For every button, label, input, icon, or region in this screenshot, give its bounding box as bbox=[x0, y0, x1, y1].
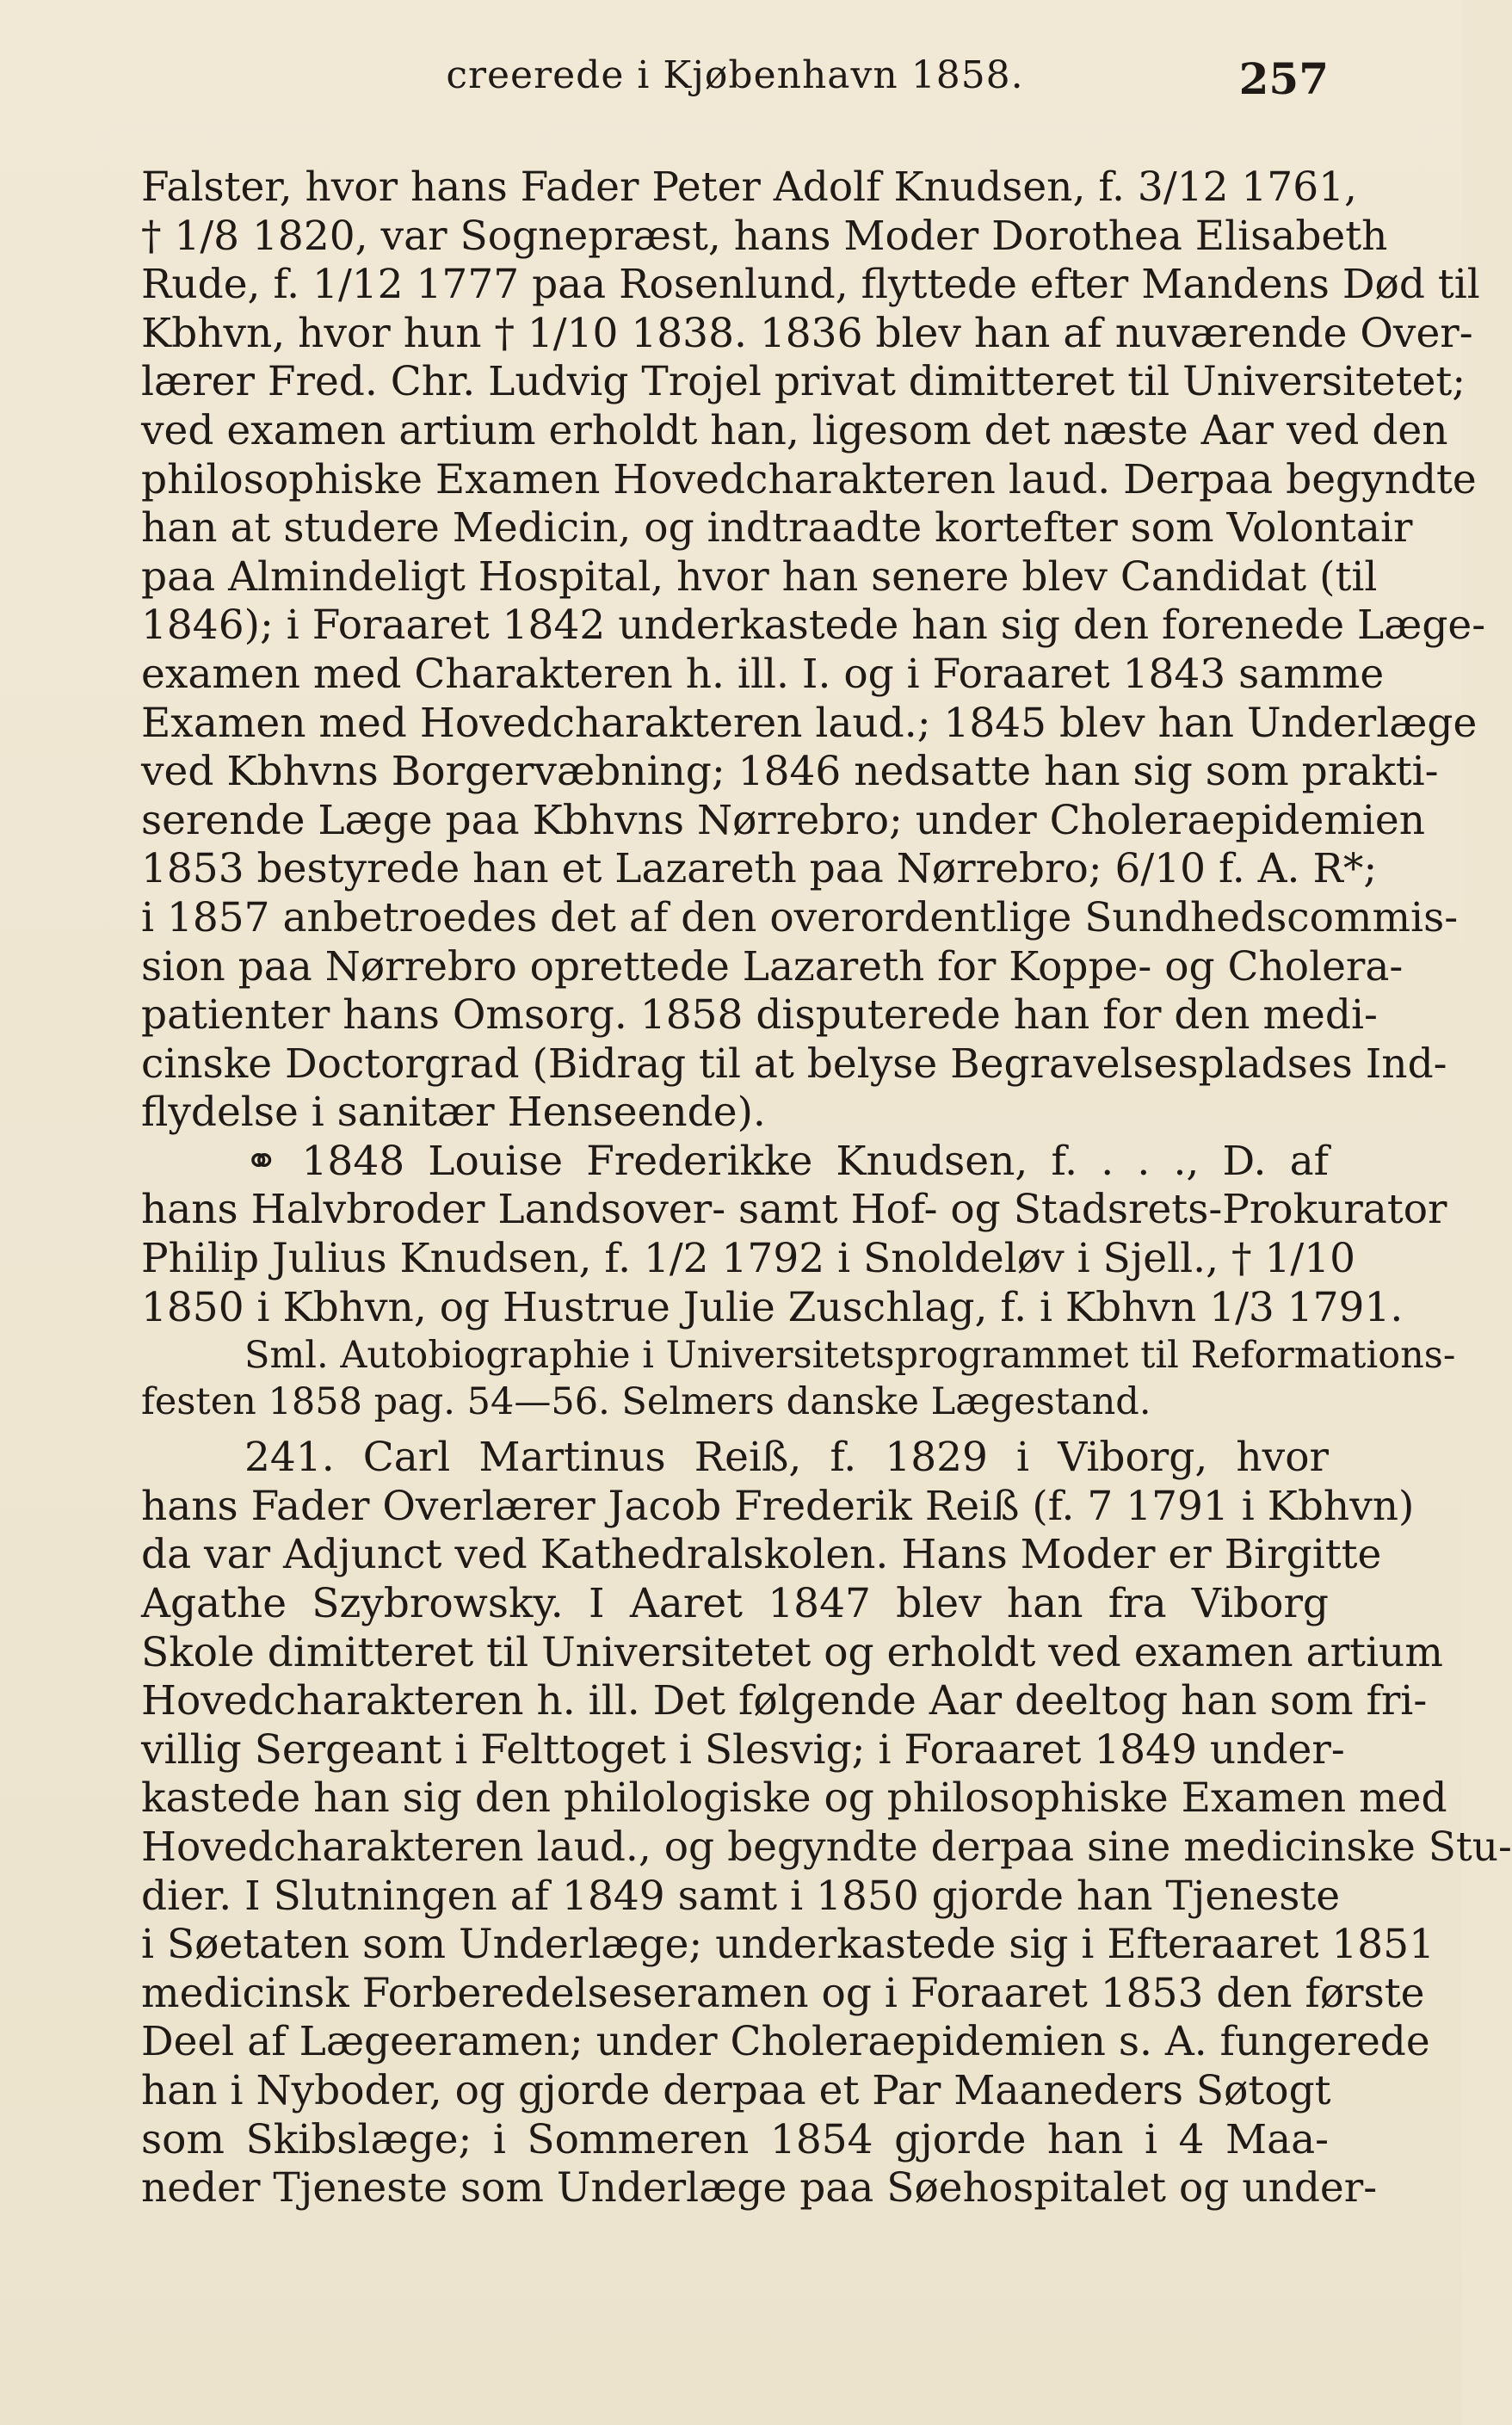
text-line: † 1/8 1820, var Sognepræst, hans Moder Dorothea Elisabeth bbox=[141, 212, 1388, 260]
text-line: patienter hans Omsorg. 1858 disputerede han for den medi- bbox=[141, 991, 1378, 1040]
text-line: 1853 bestyrede han et Lazareth paa Nørrebro; 6/10 f. A. R*; bbox=[141, 845, 1378, 893]
running-title: creerede i Kjøbenhavn 1858. bbox=[446, 53, 1024, 97]
text-line: ved examen artium erholdt han, ligesom det næste Aar ved den bbox=[141, 406, 1448, 454]
text-line: serende Læge paa Kbhvns Nørrebro; under Choleraepidemien bbox=[141, 796, 1425, 844]
text-line: flydelse i sanitær Henseende). bbox=[141, 1089, 766, 1137]
text-line: cinske Doctorgrad (Bidrag til at belyse Begravelsespladses Ind- bbox=[141, 1040, 1447, 1088]
text-line: Kbhvn, hvor hun † 1/10 1838. 1836 blev han af nuværende Over- bbox=[141, 309, 1473, 357]
text-line: Falster, hvor hans Fader Peter Adolf Knudsen, f. 3/12 1761, bbox=[141, 164, 1357, 211]
text-line: ved Kbhvns Borgervæbning; 1846 nedsatte han sig som prakti- bbox=[141, 748, 1439, 796]
running-head bbox=[141, 53, 1329, 105]
text-line: 1846); i Foraaret 1842 underkastede han sig den forenede Læge- bbox=[141, 602, 1486, 650]
entry-240-continuation bbox=[141, 164, 1486, 1425]
text-line: examen med Charakteren h. ill. I. og i Foraaret 1843 samme bbox=[141, 650, 1385, 698]
text-line: Hovedcharakteren h. ill. Det følgende Aar deeltog han som fri- bbox=[141, 1677, 1428, 1725]
text-line: hans Fader Overlærer Jacob Frederik Reiß (f. 7 1791 i Kbhvn) bbox=[141, 1482, 1415, 1530]
text-line: paa Almindeligt Hospital, hvor han senere blev Candidat (til bbox=[141, 552, 1378, 601]
text-line: da var Adjunct ved Kathedralskolen. Hans Moder er Birgitte bbox=[141, 1531, 1382, 1579]
text-line: han i Nyboder, og gjorde derpaa et Par Maaneders Søtogt bbox=[141, 2066, 1331, 2114]
text-line: Agathe Szybrowsky. I Aaret 1847 blev han fra Viborg bbox=[141, 1580, 1329, 1628]
text-line: Skole dimitteret til Universitetet og erholdt ved examen artium bbox=[141, 1628, 1443, 1676]
marriage-line: Philip Julius Knudsen, f. 1/2 1792 i Snoldeløv i Sjell., † 1/10 bbox=[141, 1235, 1355, 1283]
text-line: villig Sergeant i Felttoget i Slesvig; i Foraaret 1849 under- bbox=[141, 1725, 1345, 1774]
entry-heading-line: 241. Carl Martinus Reiß, f. 1829 i Viborg, hvor bbox=[244, 1434, 1329, 1482]
text-line: Examen med Hovedcharakteren laud.; 1845 blev han Underlæge bbox=[141, 699, 1478, 747]
text-line: lærer Fred. Chr. Ludvig Trojel privat dimitteret til Universitetet; bbox=[141, 358, 1466, 406]
text-line: sion paa Nørrebro oprettede Lazareth for Koppe- og Cholera- bbox=[141, 942, 1404, 990]
text-line: som Skibslæge; i Sommeren 1854 gjorde han i 4 Maa- bbox=[141, 2115, 1329, 2163]
text-line: i 1857 anbetroedes det af den overordentlige Sundhedscommis- bbox=[141, 893, 1459, 941]
page-number: 257 bbox=[1238, 53, 1329, 104]
text-line: dier. I Slutningen af 1849 samt i 1850 gjorde han Tjeneste bbox=[141, 1872, 1341, 1920]
marriage-line: ⚭ 1848 Louise Frederikke Knudsen, f. . . ., D. af bbox=[244, 1137, 1329, 1185]
body-text bbox=[141, 164, 1512, 2213]
marriage-line: hans Halvbroder Landsover- samt Hof- og Stadsrets-Prokurator bbox=[141, 1186, 1447, 1234]
text-line: philosophiske Examen Hovedcharakteren laud. Derpaa begyndte bbox=[141, 455, 1477, 503]
entry-241 bbox=[141, 1434, 1512, 2213]
text-line: han at studere Medicin, og indtraadte kortefter som Volontair bbox=[141, 504, 1413, 552]
reference-line: Sml. Autobiographie i Universitetsprogrammet til Reformations- bbox=[244, 1334, 1456, 1378]
text-line: neder Tjeneste som Underlæge paa Søehospitalet og under- bbox=[141, 2164, 1378, 2212]
text-line: Rude, f. 1/12 1777 paa Rosenlund, flyttede efter Mandens Død til bbox=[141, 261, 1480, 309]
text-line: kastede han sig den philologiske og philosophiske Examen med bbox=[141, 1774, 1447, 1823]
marriage-line: 1850 i Kbhvn, og Hustrue Julie Zuschlag, f. i Kbhvn 1/3 1791. bbox=[141, 1283, 1404, 1331]
reference-line: festen 1858 pag. 54—56. Selmers danske Lægestand. bbox=[141, 1380, 1151, 1424]
text-line: Deel af Lægeeramen; under Choleraepidemien s. A. fungerede bbox=[141, 2018, 1430, 2066]
text-line: Hovedcharakteren laud., og begyndte derpaa sine medicinske Stu- bbox=[141, 1823, 1512, 1871]
text-line: i Søetaten som Underlæge; underkastede sig i Efteraaret 1851 bbox=[141, 1921, 1435, 1969]
entry-gap bbox=[141, 1425, 1329, 1434]
text-line: medicinsk Forberedelseseramen og i Foraaret 1853 den første bbox=[141, 1969, 1425, 2017]
